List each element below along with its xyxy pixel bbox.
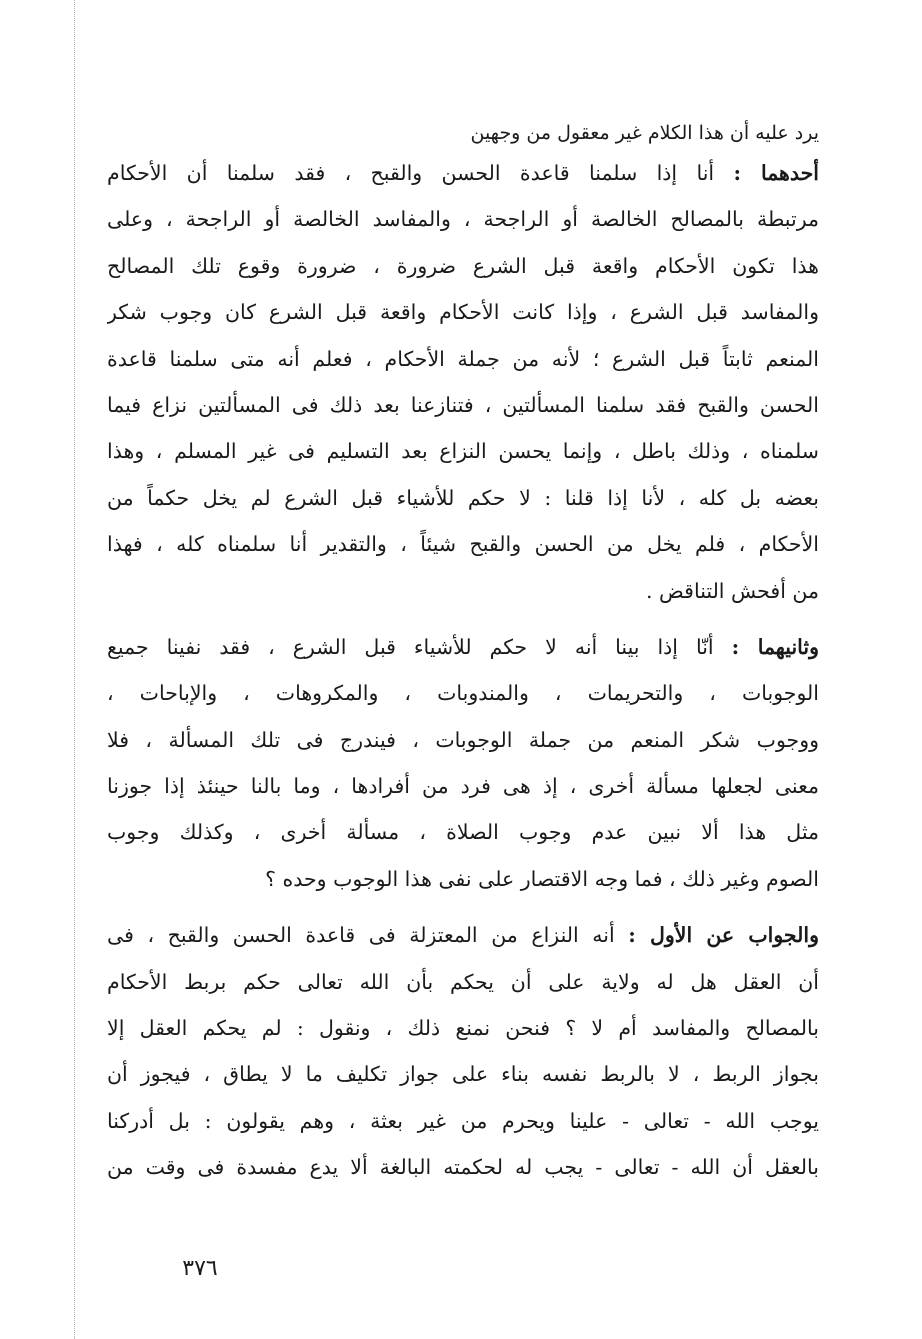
text-line: الحسن والقبح فقد سلمنا المسألتين ، فتنازعنا بعد ذلك فى المسألتين نزاع فيما <box>107 392 819 417</box>
paragraph-lead: والجواب عن الأول : <box>628 923 819 948</box>
text-line: من أفحش التناقض . <box>646 578 819 603</box>
text-line: بجواز الربط ، لا بالربط نفسه بناء على جواز تكليف ما لا يطاق ، فيجوز أن <box>107 1062 819 1087</box>
text-line: الصوم وغير ذلك ، فما وجه الاقتصار على نفى هذا الوجوب وحده ؟ <box>265 866 819 891</box>
paragraph-lead: أحدهما : <box>733 161 819 185</box>
margin-dotted-rule <box>74 0 75 1339</box>
text-line: المنعم ثابتاً قبل الشرع ؛ لأنه من جملة الأحكام ، فعلم أنه متى سلمنا قاعدة <box>107 346 819 371</box>
paragraph-gap <box>107 902 819 912</box>
paragraph-gap <box>107 614 819 624</box>
text-line: هذا تكون الأحكام واقعة قبل الشرع ضرورة ، ضرورة وقوع تلك المصالح <box>107 253 819 278</box>
paragraph-2 <box>107 624 819 902</box>
paragraph-1 <box>107 150 819 614</box>
text-line: بالمصالح والمفاسد أم لا ؟ فنحن نمنع ذلك ، ونقول : لم يحكم العقل إلا <box>107 1016 819 1041</box>
text-line: أن العقل هل له ولاية على أن يحكم بأن الله تعالى حكم بربط الأحكام <box>107 969 819 994</box>
text-line: مرتبطة بالمصالح الخالصة أو الراجحة ، والمفاسد الخالصة أو الراجحة ، وعلى <box>107 207 819 232</box>
text-line: بالعقل أن الله - تعالى - يجب له لحكمته البالغة ألا يدع مفسدة فى وقت من <box>107 1155 819 1180</box>
header-line: يرد عليه أن هذا الكلام غير معقول من وجهين <box>470 122 819 144</box>
text-line: بعضه بل كله ، لأنا إذا قلنا : لا حكم للأشياء قبل الشرع لم يخل حكماً من <box>107 485 819 510</box>
text-line: يوجب الله - تعالى - علينا ويحرم من غير بعثة ، وهم يقولون : بل أدركنا <box>107 1108 819 1133</box>
text-line: وثانيهما : أنّا إذا بينا أنه لا حكم للأشياء قبل الشرع ، فقد نفينا جميع <box>107 634 819 659</box>
text-line: أحدهما : أنا إذا سلمنا قاعدة الحسن والقبح ، فقد سلمنا أن الأحكام <box>107 161 819 185</box>
text-line: الوجوبات ، والتحريمات ، والمندوبات ، والمكروهات ، والإباحات ، <box>107 681 819 706</box>
text-line: مثل هذا ألا نبين عدم وجوب الصلاة ، مسألة أخرى ، وكذلك وجوب <box>107 820 819 845</box>
text-line: معنى لجعلها مسألة أخرى ، إذ هى فرد من أفرادها ، وما بالنا حينئذ إذا جوزنا <box>107 774 819 799</box>
text-line: والجواب عن الأول : أنه النزاع من المعتزلة فى قاعدة الحسن والقبح ، فى <box>107 923 819 948</box>
body-text <box>107 116 819 1191</box>
page-number: ٣٧٦ <box>182 1256 218 1281</box>
text-line: الأحكام ، فلم يخل من الحسن والقبح شيئاً ، والتقدير أنا سلمناه كله ، فهذا <box>107 532 819 557</box>
paragraph-lead: وثانيهما : <box>731 634 819 659</box>
text-line: سلمناه ، وذلك باطل ، وإنما يحسن النزاع بعد التسليم فى غير المسلم ، وهذا <box>107 439 819 464</box>
paragraph-3 <box>107 912 819 1190</box>
text-line: ووجوب شكر المنعم من جملة الوجوبات ، فيندرج فى تلك المسألة ، فلا <box>107 727 819 752</box>
text-line: والمفاسد قبل الشرع ، وإذا كانت الأحكام واقعة قبل الشرع كان وجوب شكر <box>107 300 819 325</box>
